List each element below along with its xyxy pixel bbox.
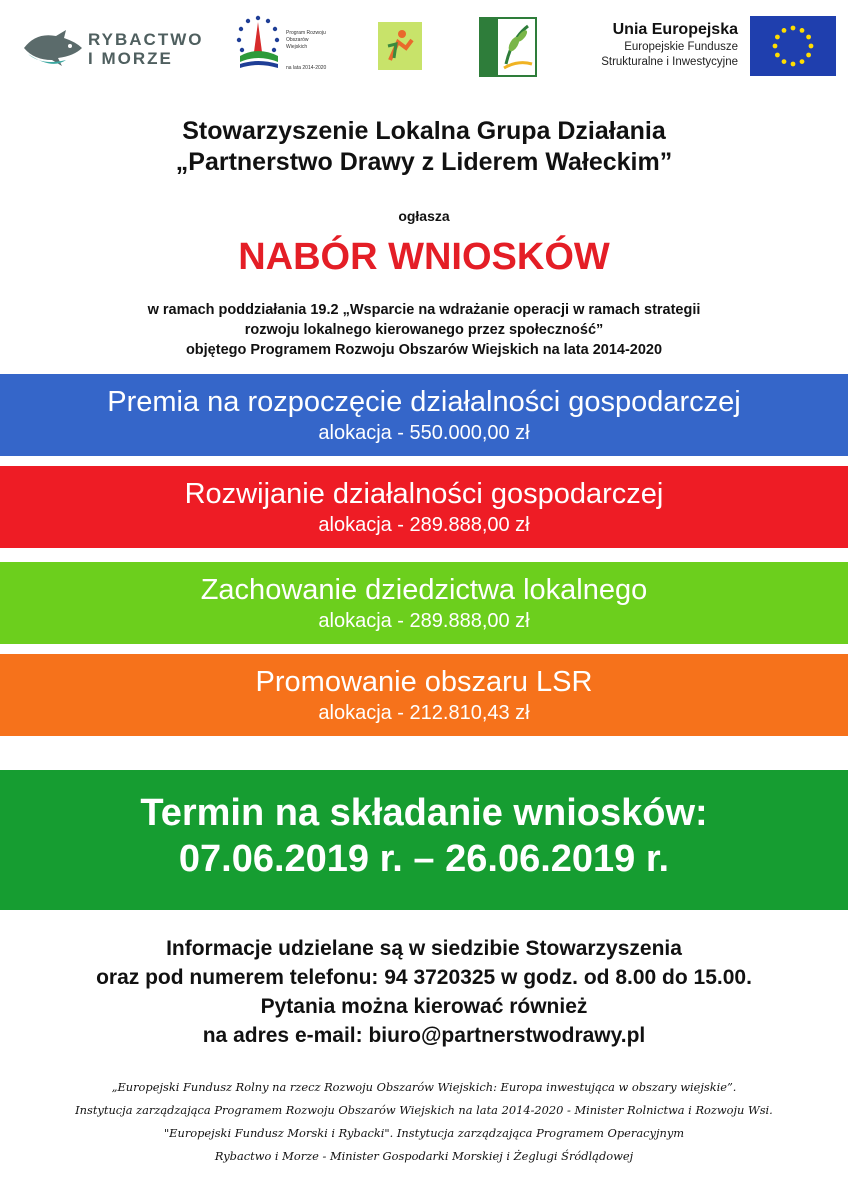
- measure-line2: rozwoju lokalnego kierowanego przez społeczność”: [244, 322, 604, 338]
- band-allocation: alokacja - 550.000,00 zł: [318, 422, 530, 444]
- leader-logo-icon: [478, 14, 538, 78]
- footer-line1: „Europejski Fundusz Rolny na rzecz Rozwoju Obszarów Wiejskich: Europa inwestująca w obszary wiejskie”.: [111, 1080, 737, 1094]
- eu-flag: [750, 16, 836, 76]
- announces-text: ogłasza: [398, 208, 450, 224]
- fish-icon: [22, 26, 84, 70]
- measure-description: [0, 300, 848, 360]
- prow-logo: [232, 12, 332, 76]
- eu-title: Unia Europejska: [612, 21, 738, 38]
- organization-line2: „Partnerstwo Drawy z Liderem Wałeckim”: [175, 148, 673, 176]
- band-title: Premia na rozpoczęcie działalności gospodarczej: [107, 386, 741, 418]
- band-rozwijanie: [0, 466, 848, 548]
- prow-logo-text: [286, 30, 326, 72]
- contact-email: na adres e-mail: biuro@partnerstwodrawy.pl: [202, 1024, 646, 1047]
- band-title: Promowanie obszaru LSR: [255, 666, 593, 698]
- prow-years: na lata 2014-2020: [286, 65, 327, 71]
- rybactwo-line2: I MORZE: [88, 49, 173, 68]
- band-title: Rozwijanie działalności gospodarczej: [184, 478, 664, 510]
- lgd-logo: [376, 14, 424, 78]
- logo-strip: [0, 10, 848, 80]
- headline: NABÓR WNIOSKÓW: [238, 236, 610, 278]
- organization-name: [0, 116, 848, 178]
- footer-notice: [0, 1076, 848, 1168]
- contact-info: [0, 934, 848, 1050]
- deadline-banner: [0, 770, 848, 910]
- rybactwo-logo-text: [88, 30, 203, 68]
- contact-line1: Informacje udzielane są w siedzibie Stowarzyszenia: [166, 937, 682, 960]
- eu-flag-icon: [750, 16, 836, 76]
- rybactwo-logo: [22, 26, 204, 70]
- deadline-dates: 07.06.2019 r. – 26.06.2019 r.: [178, 838, 670, 880]
- measure-line1: w ramach poddziałania 19.2 „Wsparcie na wdrażanie operacji w ramach strategii: [147, 302, 701, 318]
- band-allocation: alokacja - 212.810,43 zł: [318, 702, 530, 724]
- band-promowanie: [0, 654, 848, 736]
- lgd-logo-icon: [376, 14, 424, 78]
- footer-line4: Rybactwo i Morze - Minister Gospodarki Morskiej i Żeglugi Śródlądowej: [214, 1149, 634, 1163]
- band-allocation: alokacja - 289.888,00 zł: [318, 514, 530, 536]
- deadline-title: Termin na składanie wniosków:: [140, 792, 708, 834]
- band-allocation: alokacja - 289.888,00 zł: [318, 610, 530, 632]
- eu-line2: Strukturalne i Inwestycyjne: [601, 56, 738, 68]
- contact-line3: Pytania można kierować również: [260, 995, 588, 1018]
- eu-funds-text: [560, 20, 738, 70]
- prow-stars-icon: [232, 12, 284, 76]
- measure-line3: objętego Programem Rozwoju Obszarów Wiejskich na lata 2014-2020: [185, 342, 663, 358]
- leader-logo: [478, 14, 538, 78]
- rybactwo-line1: RYBACTWO: [88, 30, 204, 49]
- footer-line2: Instytucja zarządzająca Programem Rozwoju Obszarów Wiejskich na lata 2014-2020 - Minister Rolnictwa i Rozwoju Wsi.: [75, 1103, 773, 1117]
- eu-line1: Europejskie Fundusze: [624, 41, 738, 53]
- contact-line2: oraz pod numerem telefonu: 94 3720325 w godz. od 8.00 do 15.00.: [96, 966, 752, 989]
- organization-line1: Stowarzyszenie Lokalna Grupa Działania: [182, 117, 666, 145]
- band-dziedzictwo: [0, 562, 848, 644]
- band-title: Zachowanie dziedzictwa lokalnego: [200, 574, 648, 606]
- footer-line3: "Europejski Fundusz Morski i Rybacki". Instytucja zarządzająca Programem Operacyjnym: [163, 1126, 685, 1140]
- band-premia: [0, 374, 848, 456]
- prow-text: Program Rozwoju Obszarów Wiejskich: [286, 30, 326, 50]
